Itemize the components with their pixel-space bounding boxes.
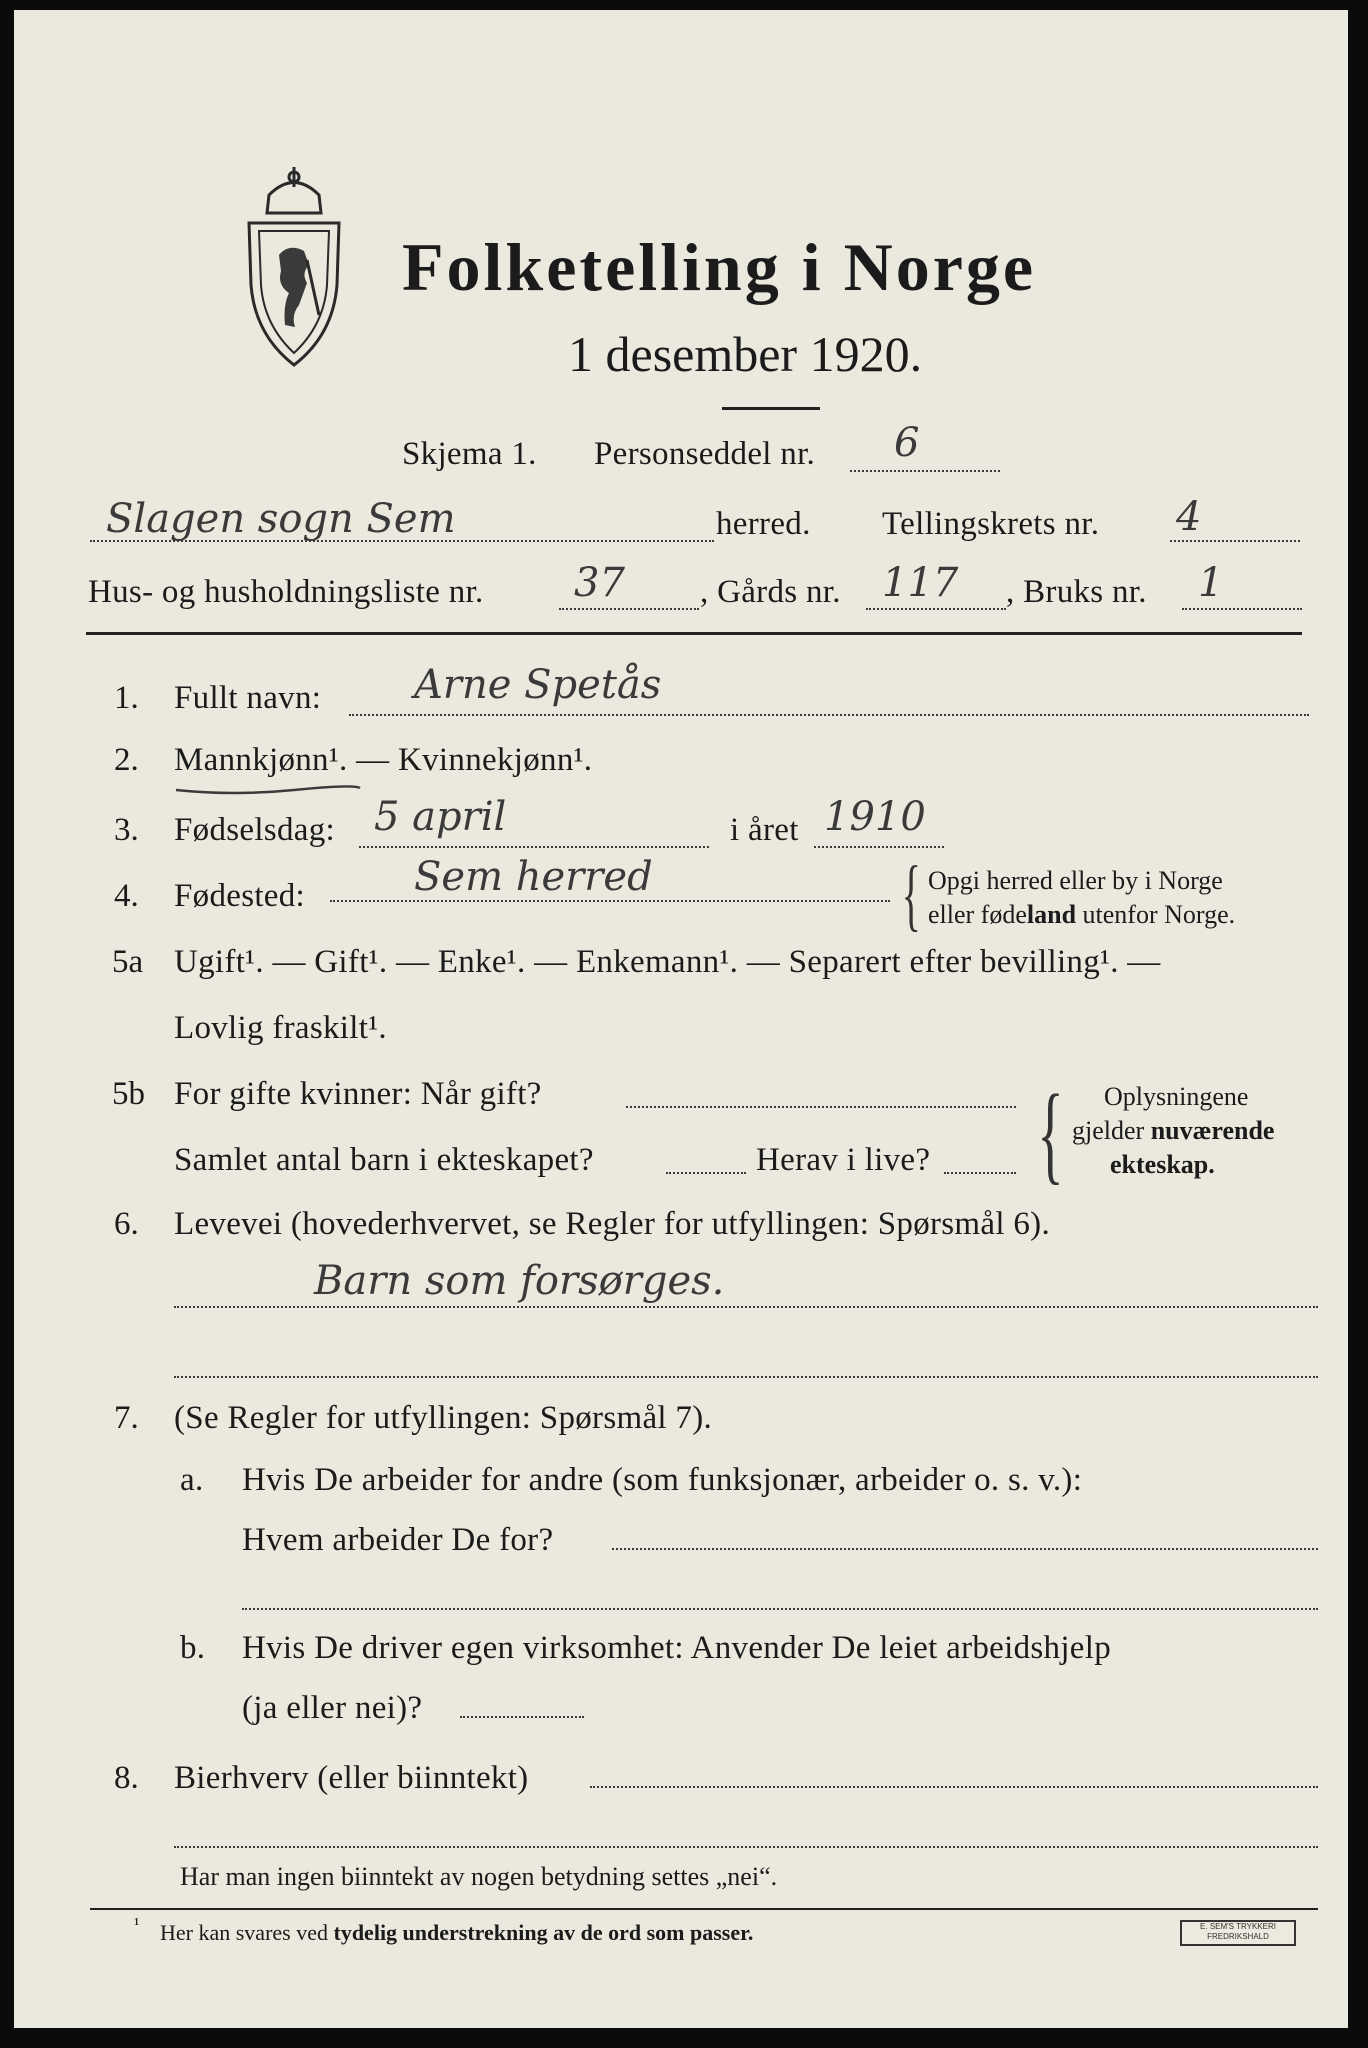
children-alive-line (944, 1172, 1016, 1174)
secondary-income-line-1 (590, 1786, 1318, 1788)
personseddel-value[interactable]: 6 (894, 420, 920, 466)
birth-year-value[interactable]: 1910 (824, 794, 926, 840)
married-when-line (626, 1106, 1016, 1108)
employment-label: (Se Regler for utfyllingen: Spørsmål 7). (174, 1400, 713, 1436)
secondary-income-line-2 (174, 1846, 1318, 1848)
birthplace-value[interactable]: Sem herred (414, 854, 653, 900)
employer-line-1 (612, 1548, 1318, 1550)
hired-help-line (460, 1716, 584, 1718)
q7-number: 7. (114, 1400, 139, 1436)
gards-value[interactable]: 117 (882, 560, 959, 606)
marriage-note-line3: ekteskap. (1110, 1150, 1215, 1179)
census-form (14, 10, 1348, 2028)
marriage-note-line2: gjelder nuværende (1072, 1116, 1275, 1145)
occupation-line-2 (174, 1376, 1318, 1378)
q6-number: 6. (114, 1206, 139, 1242)
marriage-note-brace: { (1037, 1072, 1064, 1194)
birth-year-line (814, 846, 944, 848)
printer-stamp-line1: E. SEM'S TRYKKERI (1200, 1922, 1276, 1931)
household-list-value[interactable]: 37 (574, 560, 625, 606)
full-name-label: Fullt navn: (174, 680, 322, 716)
no-income-note: Har man ingen biinntekt av nogen betydning settes „nei“. (180, 1862, 778, 1891)
q7b-letter: b. (180, 1630, 206, 1666)
full-name-value[interactable]: Arne Spetås (414, 662, 662, 708)
birthplace-label: Fødested: (174, 878, 306, 914)
hired-help-label: (ja eller nei)? (242, 1690, 423, 1726)
q5a-number: 5a (112, 944, 144, 980)
footer-divider (90, 1908, 1318, 1910)
secondary-income-label: Bierhverv (eller biinntekt) (174, 1760, 529, 1796)
birthplace-note-line1: Opgi herred eller by i Norge (928, 866, 1223, 895)
own-business-question: Hvis De driver egen virksomhet: Anvender De leiet arbeidshjelp (242, 1630, 1112, 1666)
household-list-line (559, 608, 699, 610)
bruks-label: , Bruks nr. (1006, 574, 1147, 610)
bruks-line (1182, 608, 1302, 610)
married-when-label: For gifte kvinner: Når gift? (174, 1076, 542, 1112)
employer-line-2 (242, 1608, 1318, 1610)
occupation-value[interactable]: Barn som forsørges. (314, 1258, 725, 1304)
children-alive-label: Herav i live? (756, 1142, 931, 1178)
q1-number: 1. (114, 680, 139, 716)
marital-status-divorced[interactable]: Lovlig fraskilt¹. (174, 1010, 387, 1046)
children-total-label: Samlet antal barn i ekteskapet? (174, 1142, 594, 1178)
bruks-value[interactable]: 1 (1198, 560, 1224, 606)
tellingskrets-line (1170, 540, 1300, 542)
employer-question: Hvis De arbeider for andre (som funksjonær, arbeider o. s. v.): (242, 1462, 1083, 1498)
gender-options[interactable]: Mannkjønn¹. — Kvinnekjønn¹. (174, 742, 593, 778)
personseddel-label: Personseddel nr. (594, 436, 816, 472)
census-date: 1 desember 1920. (568, 326, 923, 382)
herred-value[interactable]: Slagen sogn Sem (106, 496, 456, 542)
printer-stamp-line2: FREDRIKSHALD (1207, 1932, 1269, 1941)
full-name-line (349, 714, 1309, 716)
birth-date-label: Fødselsdag: (174, 812, 335, 848)
form-title: Folketelling i Norge (402, 229, 1037, 305)
printer-stamp (1180, 1920, 1296, 1946)
q4-number: 4. (114, 878, 139, 914)
q2-number: 2. (114, 742, 139, 778)
norwegian-coat-of-arms-icon (229, 165, 359, 375)
marriage-note-line1: Oplysningene (1104, 1082, 1249, 1111)
children-total-line (666, 1172, 746, 1174)
birthplace-note-line2: eller fødeland utenfor Norge. (928, 900, 1236, 929)
occupation-line-1 (174, 1306, 1318, 1308)
gards-line (866, 608, 1006, 610)
birth-year-label: i året (730, 812, 799, 848)
employer-label: Hvem arbeider De for? (242, 1522, 554, 1558)
tellingskrets-value[interactable]: 4 (1176, 494, 1202, 540)
gender-underline-mark (174, 782, 364, 798)
personseddel-line (850, 470, 1000, 472)
household-list-label: Hus- og husholdningsliste nr. (88, 574, 484, 610)
q5b-number: 5b (112, 1076, 145, 1112)
birth-date-line (359, 846, 709, 848)
tellingskrets-label: Tellingskrets nr. (882, 506, 1100, 542)
herred-label: herred. (716, 506, 811, 542)
q8-number: 8. (114, 1760, 139, 1796)
header-divider (86, 632, 1302, 635)
birth-date-value[interactable]: 5 april (374, 794, 507, 840)
birthplace-note-brace: { (901, 851, 921, 939)
q3-number: 3. (114, 812, 139, 848)
q7a-letter: a. (180, 1462, 204, 1498)
occupation-label: Levevei (hovederhvervet, se Regler for utfyllingen: Spørsmål 6). (174, 1206, 1051, 1242)
title-divider (722, 407, 820, 410)
footnote-marker: ¹ (134, 1914, 140, 1934)
footnote-text: Her kan svares ved tydelig understrekning av de ord som passer. (160, 1920, 754, 1945)
schema-label: Skjema 1. (402, 436, 537, 472)
gards-label: , Gårds nr. (700, 574, 841, 610)
marital-status-options[interactable]: Ugift¹. — Gift¹. — Enke¹. — Enkemann¹. — Separert efter bevilling¹. — (174, 944, 1161, 980)
birthplace-line (330, 900, 890, 902)
